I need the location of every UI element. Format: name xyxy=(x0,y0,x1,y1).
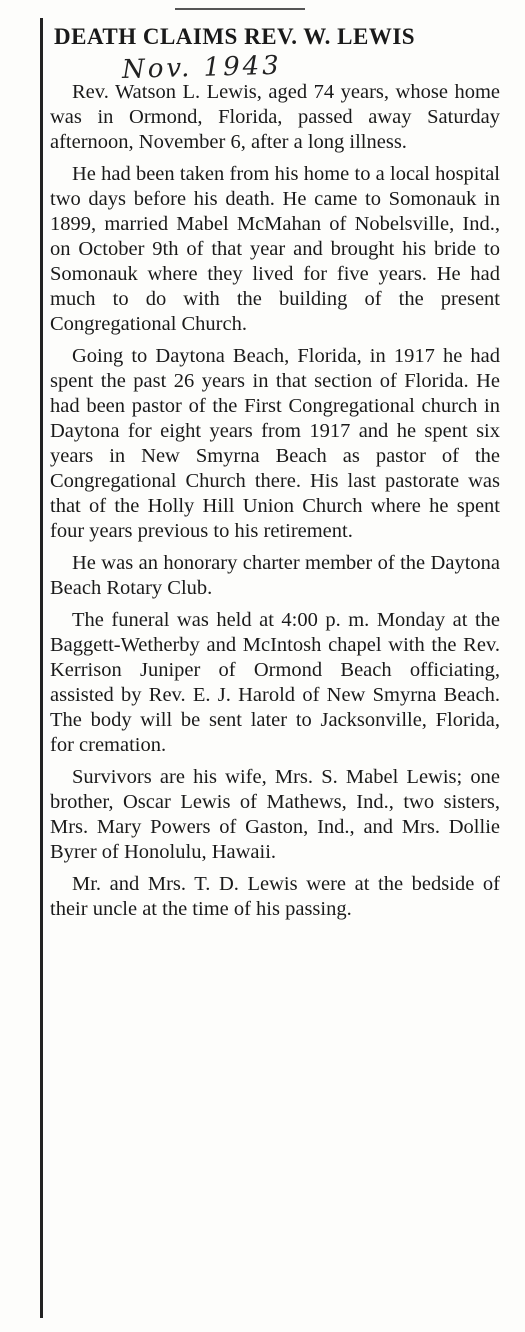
paragraph-7: Mr. and Mrs. T. D. Lewis were at the bedside of their uncle at the time of his passing. xyxy=(50,873,500,920)
paragraph-3: Going to Daytona Beach, Florida, in 1917 he had spent the past 26 years in that section of Florida. He had been pastor of the First Congregational church in Daytona for eight years from 1917 and he spent six years in New Smyrna Beach as pastor of the Congregational Church there. His last pastorate was that of the Holly Hill Union Church where he spent four years previous to his retirement. xyxy=(50,345,500,542)
headline: DEATH CLAIMS REV. W. LEWIS xyxy=(54,24,416,49)
paragraph-6: Survivors are his wife, Mrs. S. Mabel Lewis; one brother, Oscar Lewis of Mathews, Ind., two sisters, Mrs. Mary Powers of Gaston, Ind., and Mrs. Dollie Byrer of Honolulu, Hawaii. xyxy=(50,766,500,863)
column-rule xyxy=(40,18,43,1318)
paragraph-2: He had been taken from his home to a local hospital two days before his death. He came to Somonauk in 1899, married Mabel McMahan of Nobelsville, Ind., on October 9th of that year and brought his bride to Somonauk where they lived for five years. He had much to do with the building of the present Congregational Church. xyxy=(50,163,500,335)
article-body xyxy=(50,80,500,922)
obituary-article xyxy=(50,22,500,929)
paragraph-4: He was an honorary charter member of the Daytona Beach Rotary Club. xyxy=(50,552,500,599)
top-rule xyxy=(175,8,305,10)
paragraph-1: Rev. Watson L. Lewis, aged 74 years, whose home was in Ormond, Florida, passed away Saturday afternoon, November 6, after a long illness. xyxy=(50,81,500,153)
handwritten-date: Nov. 1943 xyxy=(121,50,283,85)
paragraph-5: The funeral was held at 4:00 p. m. Monday at the Baggett-Wetherby and McIntosh chapel with the Rev. Kerrison Juniper of Ormond Beach officiating, assisted by Rev. E. J. Harold of New Smyrna Beach. The body will be sent later to Jacksonville, Florida, for cremation. xyxy=(50,609,500,756)
